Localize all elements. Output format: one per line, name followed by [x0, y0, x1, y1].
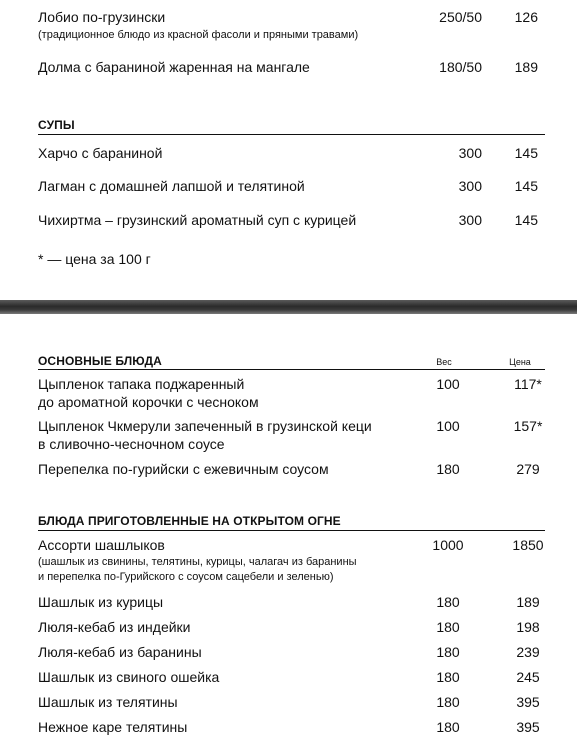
- item-name: Лобио по-грузински: [38, 9, 166, 25]
- item-name: Шашлык из свиного ошейка: [38, 669, 220, 685]
- item-weight: 180: [436, 461, 460, 477]
- item-price: 117*: [514, 376, 542, 392]
- item-note: (традиционное блюдо из красной фасоли и пряными травами): [38, 29, 359, 41]
- item-weight: 180: [436, 694, 460, 710]
- item-weight: 250/50: [439, 9, 482, 25]
- item-weight: 180: [436, 644, 460, 660]
- item-price: 239: [516, 644, 540, 660]
- page-separator: [0, 300, 577, 314]
- item-name: Цыпленок тапака поджаренный: [38, 376, 245, 392]
- item-weight: 180: [436, 669, 460, 685]
- item-weight: 180/50: [439, 59, 482, 75]
- item-name: Цыпленок Чкмерули запеченный в грузинской кеци: [38, 418, 372, 434]
- item-name: Лагман с домашней лапшой и телятиной: [38, 178, 305, 194]
- item-price: 198: [516, 619, 540, 635]
- item-name: Перепелка по-гурийски с ежевичным соусом: [38, 461, 329, 477]
- item-name: Нежное каре телятины: [38, 719, 188, 735]
- item-note: (шашлык из свинины, телятины, курицы, чалагач из баранины: [38, 556, 357, 568]
- item-price: 145: [514, 145, 538, 161]
- item-note: и перепелка по-Гурийского с соусом сацебели и зеленью): [38, 571, 334, 583]
- item-weight: 300: [458, 178, 482, 194]
- item-weight: 180: [436, 719, 460, 735]
- item-price: 189: [514, 59, 538, 75]
- item-price: 395: [516, 719, 540, 735]
- item-name: Ассорти шашлыков: [38, 537, 165, 553]
- item-weight: 300: [458, 212, 482, 228]
- item-name-cont: в сливочно-чесночном соусе: [38, 436, 225, 452]
- menu-page-bottom: [0, 314, 577, 740]
- item-price: 126: [514, 9, 538, 25]
- item-name-cont: до ароматной корочки с чесноком: [38, 394, 259, 410]
- section-divider: [38, 369, 545, 370]
- item-weight: 180: [436, 619, 460, 635]
- menu-page-top: [0, 0, 577, 300]
- footnote-text: * — цена за 100 г: [38, 251, 151, 267]
- item-weight: 180: [436, 594, 460, 610]
- item-price: 1850: [512, 537, 544, 553]
- section-divider: [38, 530, 545, 531]
- section-title-soups: СУПЫ: [38, 118, 75, 132]
- item-price: 279: [516, 461, 540, 477]
- item-price: 395: [516, 694, 540, 710]
- item-price: 245: [516, 669, 540, 685]
- item-weight: 1000: [432, 537, 464, 553]
- section-title-grill: БЛЮДА ПРИГОТОВЛЕННЫЕ НА ОТКРЫТОМ ОГНЕ: [38, 514, 341, 528]
- item-weight: 100: [436, 376, 460, 392]
- column-header-weight: Вес: [436, 357, 452, 367]
- item-price: 157*: [513, 418, 543, 434]
- item-price: 189: [516, 594, 540, 610]
- item-name: Долма с бараниной жаренная на мангале: [38, 59, 310, 75]
- item-weight: 300: [458, 145, 482, 161]
- item-name: Харчо с бараниной: [38, 145, 163, 161]
- section-title-main: ОСНОВНЫЕ БЛЮДА: [38, 354, 162, 368]
- item-name: Шашлык из курицы: [38, 594, 164, 610]
- item-name: Шашлык из телятины: [38, 694, 178, 710]
- column-header-price: Цена: [509, 357, 531, 367]
- item-weight: 100: [436, 418, 460, 434]
- item-name: Люля-кебаб из баранины: [38, 644, 202, 660]
- item-price: 145: [514, 178, 538, 194]
- item-name: Люля-кебаб из индейки: [38, 619, 191, 635]
- item-price: 145: [514, 212, 538, 228]
- section-divider: [38, 134, 545, 135]
- item-name: Чихиртма – грузинский ароматный суп с курицей: [38, 212, 357, 228]
